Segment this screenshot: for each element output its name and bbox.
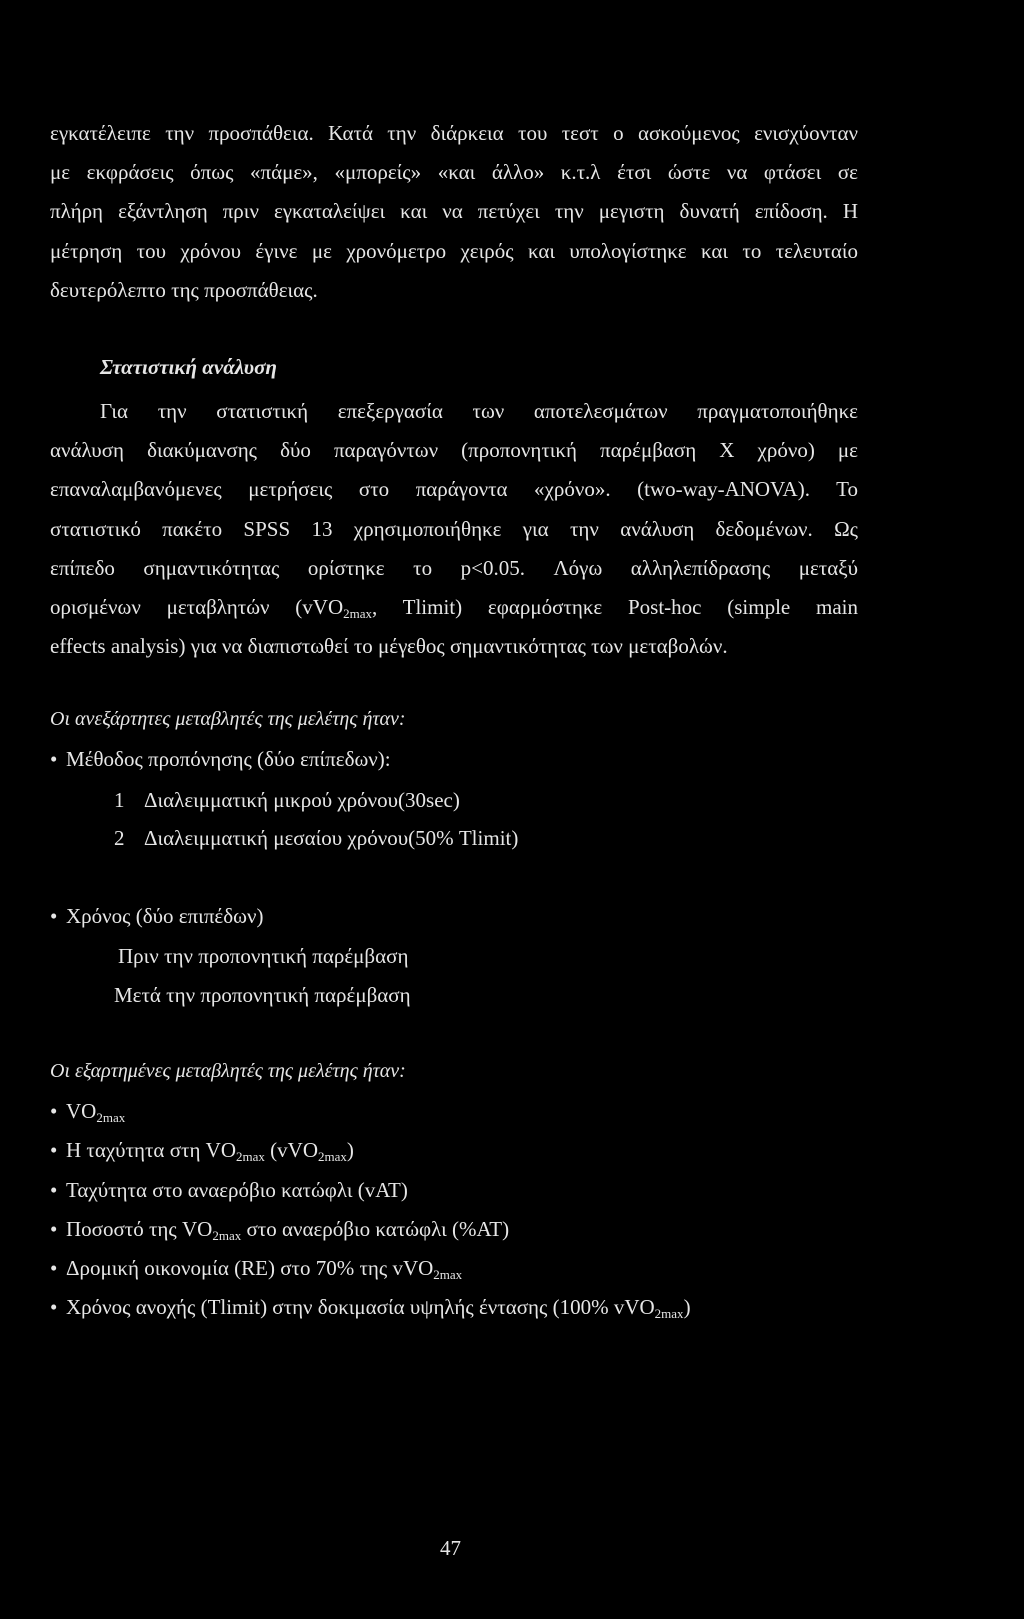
list-item: • Χρόνος (δύο επιπέδων) bbox=[50, 904, 264, 928]
text-line: στατιστικό πακέτο SPSS 13 χρησιμοποιήθηκε για την ανάλυση δεδομένων. Ως bbox=[50, 516, 858, 541]
text-line: με εκφράσεις όπως «πάμε», «μπορείς» «και άλλο» κ.τ.λ έτσι ώστε να φτάσει σε bbox=[50, 160, 858, 185]
sub-list-item: 2 Διαλειμματική μεσαίου χρόνου(50% Tlimit) bbox=[114, 826, 519, 850]
bullet-icon: • bbox=[50, 904, 58, 928]
bullet-icon: • bbox=[50, 1256, 58, 1280]
bullet-icon: • bbox=[50, 747, 58, 771]
text-line: επίπεδο σημαντικότητας ορίστηκε το p<0.05. Λόγω αλληλεπίδρασης μεταξύ bbox=[50, 555, 858, 580]
sub-list-item: 1 Διαλειμματική μικρού χρόνου(30sec) bbox=[114, 788, 460, 812]
text-line: πλήρη εξάντληση πριν εγκαταλείψει και να πετύχει την μεγιστη δυνατή επίδοση. Η bbox=[50, 199, 858, 224]
list-item: • Ταχύτητα στο αναερόβιο κατώφλι (vAT) bbox=[50, 1178, 408, 1202]
sub-list-item: Πριν την προπονητική παρέμβαση bbox=[118, 944, 409, 968]
text-line: Για την στατιστική επεξεργασία των αποτελεσμάτων πραγματοποιήθηκε bbox=[100, 399, 858, 423]
page-number: 47 bbox=[440, 1536, 461, 1560]
intro-paragraph bbox=[50, 114, 858, 310]
section-heading-statistics: Στατιστική ανάλυση bbox=[100, 355, 277, 379]
text-line: δευτερόλεπτο της προσπάθειας. bbox=[50, 277, 318, 302]
statistics-paragraph bbox=[50, 392, 858, 666]
bullet-icon: • bbox=[50, 1099, 58, 1123]
independent-variables-heading: Οι ανεξάρτητες μεταβλητές της μελέτης ήταν: bbox=[50, 708, 406, 730]
bullet-icon: • bbox=[50, 1217, 58, 1241]
list-item: • Η ταχύτητα στη $VO_{2max}$ (vVO$_{2max}$) bbox=[50, 1138, 354, 1164]
bullet-icon: • bbox=[50, 1295, 58, 1319]
text-line: μέτρηση του χρόνου έγινε με χρονόμετρο χειρός και υπολογίστηκε και το τελευταίο bbox=[50, 238, 858, 263]
list-item: • Μέθοδος προπόνησης (δύο επίπεδων): bbox=[50, 747, 391, 771]
bullet-icon: • bbox=[50, 1178, 58, 1202]
text-line: ανάλυση διακύμανσης δύο παραγόντων (προπονητική παρέμβαση Χ χρόνο) με bbox=[50, 438, 858, 463]
list-item: • Ποσοστό της $VO_{2max}$ στο αναερόβιο κατώφλι (%AT) bbox=[50, 1217, 510, 1243]
list-item: • Δρομική οικονομία (RE) στο 70% της vVO$_{2max}$ bbox=[50, 1256, 463, 1282]
list-item: • $VO_{2max}$ bbox=[50, 1099, 126, 1125]
dependent-variables-heading: Οι εξαρτημένες μεταβλητές της μελέτης ήταν: bbox=[50, 1060, 406, 1082]
text-line: εγκατέλειπε την προσπάθεια. Κατά την διάρκεια του τεστ ο ασκούμενος ενισχύονταν bbox=[50, 121, 858, 145]
text-line: effects analysis) για να διαπιστωθεί το μέγεθος σημαντικότητας των μεταβολών. bbox=[50, 634, 728, 659]
text-line: επαναλαμβανόμενες μετρήσεις στο παράγοντα «χρόνο». (two-way-ANOVA). Το bbox=[50, 477, 858, 502]
list-item: • Χρόνος ανοχής (Tlimit) στην δοκιμασία υψηλής έντασης (100% vVO$_{2max}$) bbox=[50, 1295, 691, 1321]
text-line: ορισμένων μεταβλητών (vVO$_{2max}$, Tlimit) εφαρμόστηκε Post-hoc (simple main bbox=[50, 594, 858, 621]
sub-list-item: Μετά την προπονητική παρέμβαση bbox=[114, 983, 411, 1007]
bullet-icon: • bbox=[50, 1138, 58, 1162]
